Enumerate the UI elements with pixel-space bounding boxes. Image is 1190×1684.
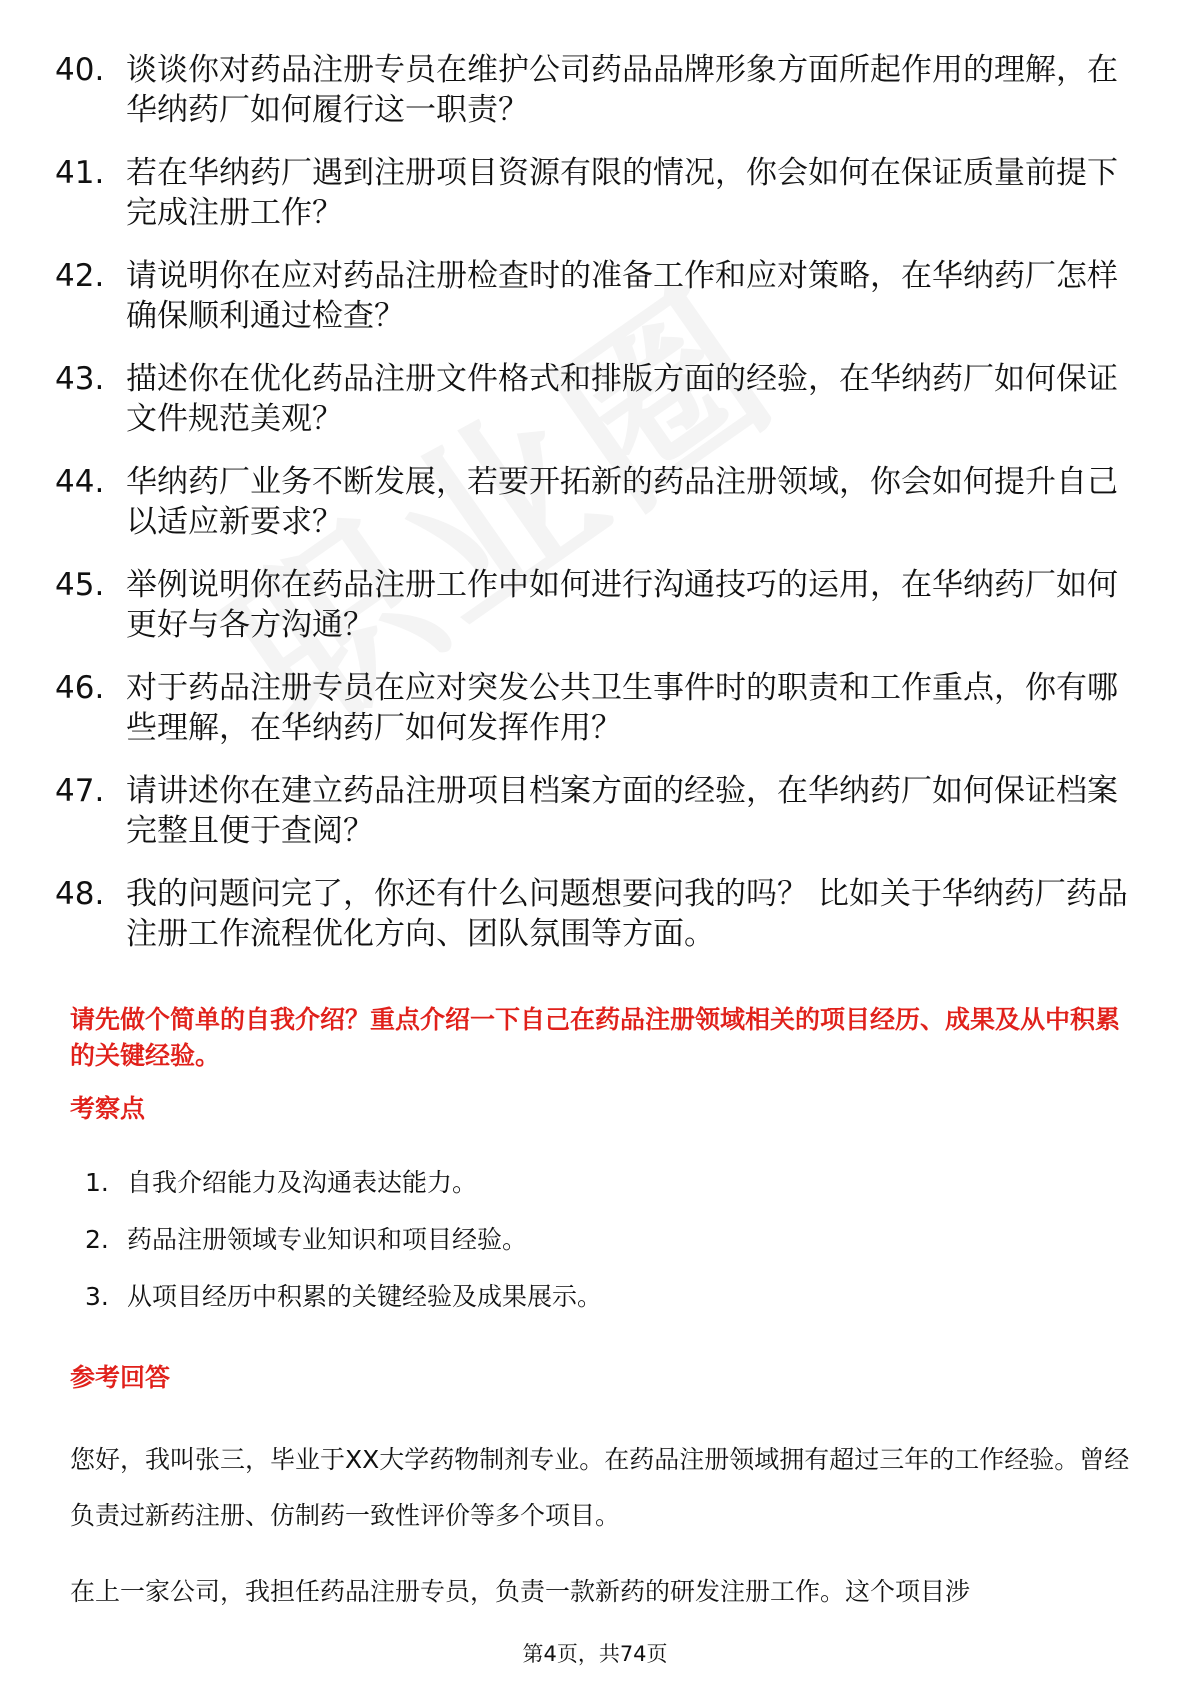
question-number: 46. xyxy=(55,670,105,706)
question-item xyxy=(55,50,1135,130)
point-number: 2. xyxy=(85,1225,109,1254)
reference-answer-title: 参考回答 xyxy=(70,1363,171,1392)
point-number: 1. xyxy=(85,1168,109,1197)
question-text: 华纳药厂业务不断发展，若要开拓新的药品注册领域，你会如何提升自己以适应新要求？ xyxy=(126,464,1118,540)
assessment-points xyxy=(85,1166,1085,1337)
answer-paragraph: 在上一家公司，我担任药品注册专员，负责一款新药的研发注册工作。这个项目涉 xyxy=(70,1577,971,1606)
question-text: 举例说明你在药品注册工作中如何进行沟通技巧的运用，在华纳药厂如何更好与各方沟通？ xyxy=(126,567,1118,643)
answer-paragraph: 您好，我叫张三，毕业于XX大学药物制剂专业。在药品注册领域拥有超过三年的工作经验。曾经负责过新药注册、仿制药一致性评价等多个项目。 xyxy=(70,1445,1130,1530)
question-item xyxy=(55,874,1135,954)
question-number: 44. xyxy=(55,464,105,500)
assessment-point xyxy=(85,1223,1085,1257)
assessment-point xyxy=(85,1280,1085,1314)
question-number: 47. xyxy=(55,773,105,809)
question-text: 谈谈你对药品注册专员在维护公司药品品牌形象方面所起作用的理解，在华纳药厂如何履行这一职责？ xyxy=(126,52,1118,128)
question-item xyxy=(55,565,1135,645)
question-text: 若在华纳药厂遇到注册项目资源有限的情况，你会如何在保证质量前提下完成注册工作？ xyxy=(126,155,1118,231)
question-item xyxy=(55,153,1135,233)
assessment-title: 考察点 xyxy=(70,1094,146,1123)
question-item xyxy=(55,359,1135,439)
point-text: 药品注册领域专业知识和项目经验。 xyxy=(127,1225,528,1254)
point-text: 从项目经历中积累的关键经验及成果展示。 xyxy=(127,1282,603,1311)
question-number: 40. xyxy=(55,52,105,88)
assessment-point xyxy=(85,1166,1085,1200)
question-text: 对于药品注册专员在应对突发公共卫生事件时的职责和工作重点，你有哪些理解，在华纳药厂如何发挥作用？ xyxy=(126,670,1118,746)
question-text: 请讲述你在建立药品注册项目档案方面的经验，在华纳药厂如何保证档案完整且便于查阅？ xyxy=(126,773,1118,849)
question-item xyxy=(55,771,1135,851)
question-item xyxy=(55,668,1135,748)
point-number: 3. xyxy=(85,1282,109,1311)
page-number: 第4页，共74页 xyxy=(522,1642,668,1666)
question-text: 我的问题问完了，你还有什么问题想要问我的吗？ 比如关于华纳药厂药品注册工作流程优化方向、团队氛围等方面。 xyxy=(126,876,1128,952)
question-item xyxy=(55,256,1135,336)
question-text: 请说明你在应对药品注册检查时的准备工作和应对策略，在华纳药厂怎样确保顺利通过检查？ xyxy=(126,258,1118,334)
question-text: 描述你在优化药品注册文件格式和排版方面的经验，在华纳药厂如何保证文件规范美观？ xyxy=(126,361,1118,437)
question-number: 48. xyxy=(55,876,105,912)
interview-prompt: 请先做个简单的自我介绍？重点介绍一下自己在药品注册领域相关的项目经历、成果及从中积累的关键经验。 xyxy=(70,1005,1121,1070)
question-number: 43. xyxy=(55,361,105,397)
question-number: 45. xyxy=(55,567,105,603)
question-list xyxy=(55,50,1135,977)
point-text: 自我介绍能力及沟通表达能力。 xyxy=(127,1168,478,1197)
question-item xyxy=(55,462,1135,542)
question-number: 41. xyxy=(55,155,105,191)
question-number: 42. xyxy=(55,258,105,294)
